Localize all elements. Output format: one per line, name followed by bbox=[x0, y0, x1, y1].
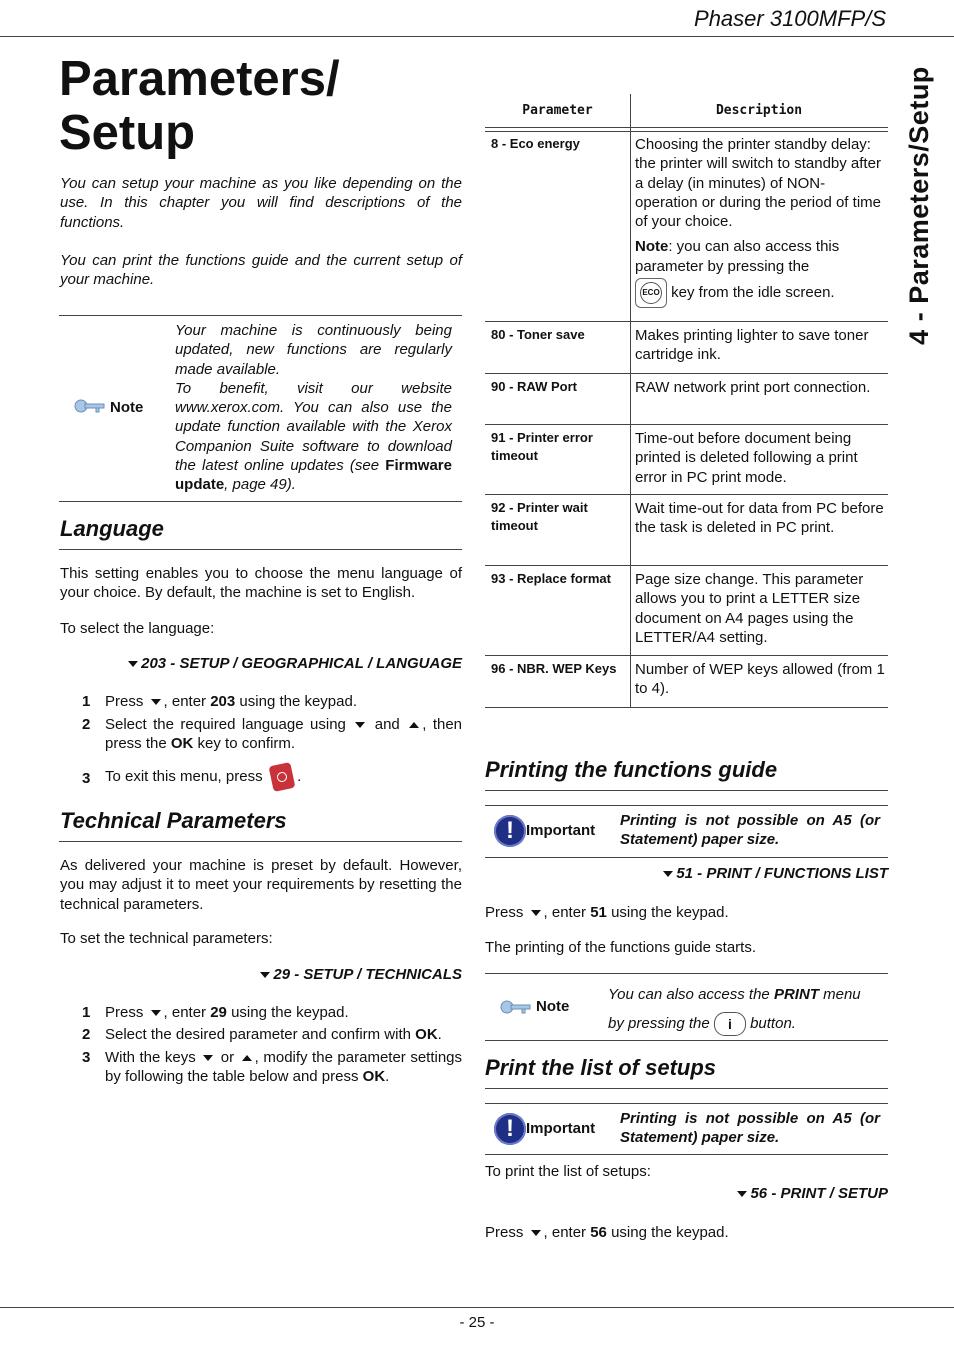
table-cell-parameter: 8 - Eco energy bbox=[491, 136, 580, 151]
functions-guide-starts-text: The printing of the functions guide starts. bbox=[485, 939, 756, 956]
language-paragraph: This setting enables you to choose the menu language of your choice. By default, the machine is set to English. bbox=[60, 565, 462, 602]
table-cell-parameter: 90 - RAW Port bbox=[491, 379, 577, 394]
note-key-icon bbox=[500, 999, 532, 1020]
important-label: Important bbox=[526, 822, 596, 839]
note-text: You can also access the PRINT menu by pressing the i button. bbox=[608, 980, 883, 1038]
table-bottom-rule bbox=[485, 707, 888, 708]
setups-intro-text: To print the list of setups: bbox=[485, 1163, 651, 1180]
important-top-rule bbox=[485, 1103, 888, 1104]
table-cell-parameter: 93 - Replace format bbox=[491, 571, 611, 586]
important-text: Printing is not possible on A5 (or Statement) paper size. bbox=[620, 812, 880, 849]
note-label: Note bbox=[110, 399, 144, 416]
up-arrow-icon bbox=[242, 1055, 252, 1061]
down-arrow-icon bbox=[128, 661, 138, 667]
functions-menu-path: 51 - PRINT / FUNCTIONS LIST bbox=[485, 864, 888, 883]
important-label: Important bbox=[526, 1120, 596, 1137]
firmware-update-link[interactable]: Firmware update bbox=[175, 457, 452, 494]
step-number: 1 bbox=[82, 693, 91, 710]
step-number: 2 bbox=[82, 1026, 91, 1043]
header-model: Phaser 3100MFP/S bbox=[694, 6, 886, 31]
table-row-rule bbox=[485, 565, 888, 566]
setups-heading: Print the list of setups bbox=[485, 1055, 717, 1080]
setups-press-text: Press , enter 56 using the keypad. bbox=[485, 1224, 729, 1241]
table-cell-description: Makes printing lighter to save toner cartridge ink. bbox=[635, 327, 869, 364]
page-title: Parameters/ Setup bbox=[59, 52, 340, 160]
step-number: 3 bbox=[82, 1049, 91, 1066]
step-number: 1 bbox=[82, 1004, 91, 1021]
header-rule bbox=[0, 36, 954, 37]
note-key-icon bbox=[74, 398, 106, 419]
down-arrow-icon bbox=[531, 910, 541, 916]
technical-paragraph: As delivered your machine is preset by default. However, you may adjust it to meet your requirements by resetting the technical parameters. bbox=[60, 857, 462, 913]
important-text: Printing is not possible on A5 (or Statement) paper size. bbox=[620, 1110, 880, 1147]
important-icon bbox=[494, 815, 526, 847]
table-row-rule bbox=[485, 655, 888, 656]
table-row-rule bbox=[485, 424, 888, 425]
setups-heading-rule bbox=[485, 1088, 888, 1089]
step-number: 3 bbox=[82, 770, 91, 787]
important-bottom-rule bbox=[485, 857, 888, 858]
table-column-divider bbox=[630, 94, 631, 708]
language-heading-rule bbox=[59, 549, 462, 550]
down-arrow-icon bbox=[151, 1010, 161, 1016]
language-select-text: To select the language: bbox=[60, 620, 215, 637]
language-step-2: Select the required language using and , then press the OK key to confirm. bbox=[105, 716, 463, 752]
footer-rule bbox=[0, 1307, 954, 1308]
important-top-rule bbox=[485, 805, 888, 806]
note-top-rule bbox=[485, 973, 888, 974]
table-cell-parameter: 91 - Printer error timeout bbox=[491, 430, 593, 463]
down-arrow-icon bbox=[151, 699, 161, 705]
technical-step-2: Select the desired parameter and confirm with OK. bbox=[105, 1026, 442, 1043]
down-arrow-icon bbox=[531, 1230, 541, 1236]
functions-guide-heading: Printing the functions guide bbox=[485, 757, 778, 782]
table-cell-description: Time-out before document being printed is deleted following a print error in PC print mode. bbox=[635, 430, 858, 486]
note-top-rule bbox=[59, 315, 462, 316]
technical-heading: Technical Parameters bbox=[60, 808, 287, 833]
chapter-side-tab: 4 - Parameters/Setup bbox=[903, 65, 934, 345]
stop-button-icon bbox=[268, 762, 295, 792]
table-cell-parameter: 96 - NBR. WEP Keys bbox=[491, 661, 617, 676]
eco-button-icon: ECO bbox=[635, 278, 667, 308]
language-step-3: To exit this menu, press . bbox=[105, 764, 462, 790]
intro-paragraph-1: You can setup your machine as you like depending on the use. In this chapter you will find descriptions of the functions. bbox=[60, 175, 462, 231]
step-number: 2 bbox=[82, 716, 91, 733]
up-arrow-icon bbox=[409, 722, 419, 728]
table-cell-description: RAW network print port connection. bbox=[635, 379, 871, 396]
table-cell-parameter: 92 - Printer wait timeout bbox=[491, 500, 588, 533]
table-cell-parameter: 80 - Toner save bbox=[491, 327, 585, 342]
language-step-1: Press , enter 203 using the keypad. bbox=[105, 693, 358, 710]
table-header-rule bbox=[485, 131, 888, 132]
info-button-icon: i bbox=[714, 1012, 746, 1036]
technical-heading-rule bbox=[59, 841, 462, 842]
down-arrow-icon bbox=[355, 722, 365, 728]
down-arrow-icon bbox=[663, 871, 673, 877]
note-text: Your machine is continuously being updated, new functions are regularly made available. To benefit, visit our website www.xerox.com. You can also use the update function available with the Xerox Companion Suite software to download the latest online updates (see Firmware update, page 49). bbox=[175, 322, 452, 494]
technical-menu-path: 29 - SETUP / TECHNICALS bbox=[60, 965, 462, 984]
intro-paragraph-2: You can print the functions guide and the current setup of your machine. bbox=[60, 252, 462, 289]
table-cell-description: Choosing the printer standby delay: the printer will switch to standby after a delay (in minutes) of NON-operation or during the period of time of your choice. Note: you can also access this parameter by pressing the ECO key from the idle screen. bbox=[635, 135, 885, 308]
table-header-description: Description bbox=[715, 103, 803, 118]
table-row-rule bbox=[485, 494, 888, 495]
important-bottom-rule bbox=[485, 1154, 888, 1155]
language-menu-path: 203 - SETUP / GEOGRAPHICAL / LANGUAGE bbox=[60, 654, 462, 673]
note-bottom-rule bbox=[59, 501, 462, 502]
page-number: - 25 - bbox=[459, 1314, 495, 1331]
language-heading: Language bbox=[60, 516, 164, 541]
table-cell-description: Wait time-out for data from PC before the task is deleted in PC print. bbox=[635, 500, 884, 537]
technical-step-1: Press , enter 29 using the keypad. bbox=[105, 1004, 349, 1021]
technical-set-text: To set the technical parameters: bbox=[60, 930, 273, 947]
note-bottom-rule bbox=[485, 1040, 888, 1041]
important-icon bbox=[494, 1113, 526, 1145]
table-header-rule bbox=[485, 127, 888, 128]
down-arrow-icon bbox=[737, 1191, 747, 1197]
down-arrow-icon bbox=[260, 972, 270, 978]
technical-step-3: With the keys or , modify the parameter settings by following the table below and press OK. bbox=[105, 1049, 463, 1085]
note-label: Note bbox=[536, 998, 570, 1015]
table-row-rule bbox=[485, 373, 888, 374]
table-cell-description: Number of WEP keys allowed (from 1 to 4). bbox=[635, 661, 885, 698]
setups-menu-path: 56 - PRINT / SETUP bbox=[485, 1184, 888, 1203]
table-header-parameter: Parameter bbox=[522, 103, 593, 118]
table-row-rule bbox=[485, 321, 888, 322]
functions-press-text: Press , enter 51 using the keypad. bbox=[485, 904, 729, 921]
down-arrow-icon bbox=[203, 1055, 213, 1061]
table-cell-description: Page size change. This parameter allows you to print a LETTER size document on A4 pages using the LETTER/A4 setting. bbox=[635, 571, 864, 646]
functions-guide-heading-rule bbox=[485, 790, 888, 791]
